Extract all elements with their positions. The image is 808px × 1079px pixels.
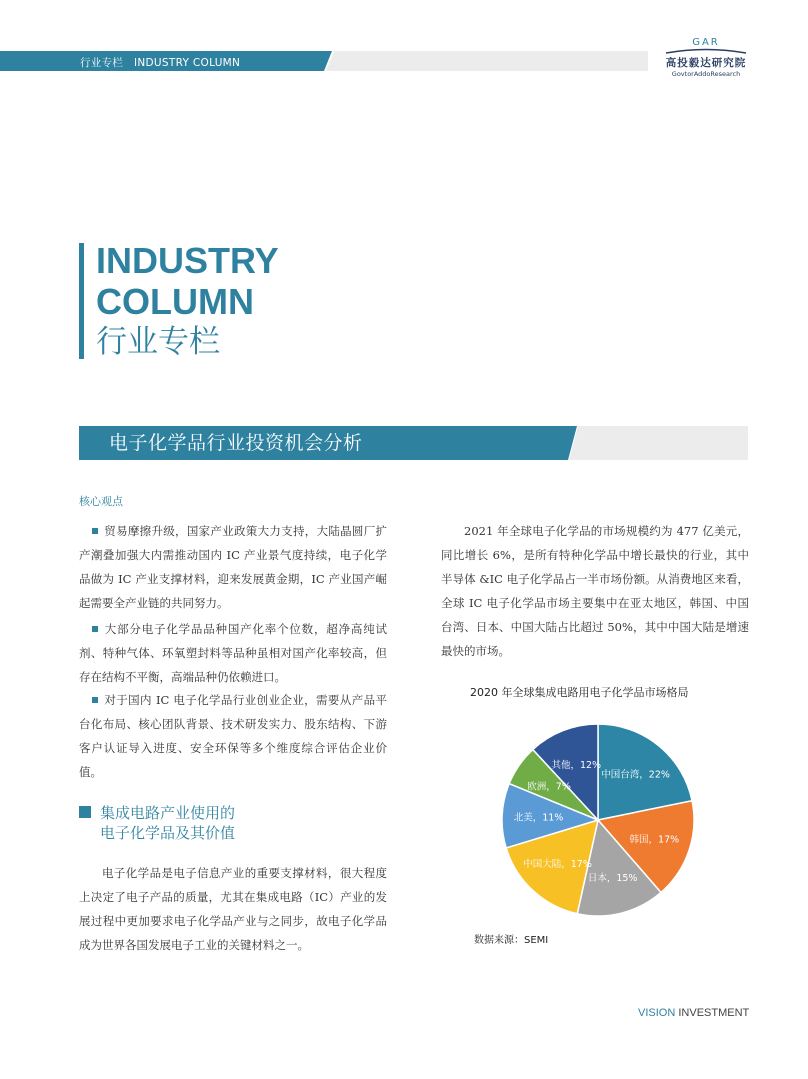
chart-title: 2020 年全球集成电路用电子化学品市场格局	[470, 686, 689, 699]
logo-arc-icon	[664, 48, 748, 54]
logo-en: GovtorAddoResearch	[671, 70, 741, 78]
column-title-line2: COLUMN	[96, 281, 254, 322]
bullet-text-1: 贸易摩擦升级，国家产业政策大力支持，大陆晶圆厂扩产潮叠加强大内需推动国内 IC 产业景气度持续，电子化学品做为 IC 产业支撑材料，迎来发展黄金期，IC 产业国产崛起需要全产业链的共同努力。	[79, 524, 387, 610]
subheading	[100, 803, 235, 843]
subheading-square-icon	[79, 806, 91, 818]
pie-label-2: 韩国，17%	[629, 834, 680, 846]
logo-cn: 高投毅达研究院	[665, 57, 747, 69]
article-title: 电子化学品行业投资机会分析	[109, 432, 363, 454]
footer-vision: VISION	[638, 1007, 676, 1019]
chart-source: 数据来源：SEMI	[474, 935, 549, 946]
subheading-line1: 集成电路产业使用的	[100, 804, 236, 822]
pie-label-5: 北美，11%	[513, 812, 564, 824]
logo	[654, 37, 758, 78]
core-heading: 核心观点	[79, 495, 123, 508]
footer-investment: INVESTMENT	[678, 1007, 750, 1019]
pie-label-7: 其他，12%	[551, 760, 602, 772]
bullet-square-icon	[92, 697, 98, 703]
body-right-paragraph: 2021 年全球电子化学品的市场规模约为 477 亿美元，同比增长 6%，是所有特种化学品中增长最快的行业，其中半导体 &IC 电子化学品占一半市场份额。从消费地区来看，全球 IC 电子化学品市场主要集中在亚太地区，韩国、中国台湾、日本、中国大陆占比超过 50%，其中中国大陆是增速最快的市场。	[441, 524, 749, 658]
bullet-square-icon	[92, 626, 98, 632]
bullet-square-icon	[92, 528, 98, 534]
section-label: 行业专栏 INDUSTRY COLUMN	[80, 57, 241, 69]
bullet-text-2: 大部分电子化学品品种国产化率个位数，超净高纯试剂、特种气体、环氧塑封料等品种虽相对国产化率较高，但存在结构不平衡，高端品种仍依赖进口。	[79, 622, 387, 684]
bullet-item-3	[79, 688, 387, 784]
pie-label-1: 中国台湾，22%	[601, 769, 670, 781]
column-title-cn: 行业专栏	[96, 324, 220, 360]
bullet-item-2	[79, 617, 387, 689]
pie-label-4: 中国大陆，17%	[523, 859, 592, 871]
pie-chart	[470, 700, 710, 930]
subheading-line2: 电子化学品及其价值	[100, 824, 236, 842]
body-left-paragraph: 电子化学品是电子信息产业的重要支撑材料，很大程度上决定了电子产品的质量，尤其在集成电路（IC）产业的发展过程中更加要求电子化学品产业与之同步，故电子化学品成为世界各国发展电子工业的关键材料之一。	[79, 866, 387, 952]
bullet-item-1	[79, 519, 387, 615]
pie-label-3: 日本，15%	[587, 873, 638, 885]
column-accent-bar	[79, 243, 84, 359]
article-title-band-grey	[569, 426, 748, 460]
footer	[638, 1007, 749, 1019]
column-title-line1: INDUSTRY	[96, 240, 279, 281]
bullet-text-3: 对于国内 IC 电子化学品行业创业企业，需要从产品平台化布局、核心团队背景、技术研发实力、股东结构、下游客户认证导入进度、安全环保等多个维度综合评估企业价值。	[79, 693, 387, 779]
pie-label-6: 欧洲，7%	[527, 781, 571, 793]
logo-gar: GAR	[692, 37, 720, 48]
header-band-grey	[326, 51, 648, 71]
column-title	[96, 240, 279, 322]
